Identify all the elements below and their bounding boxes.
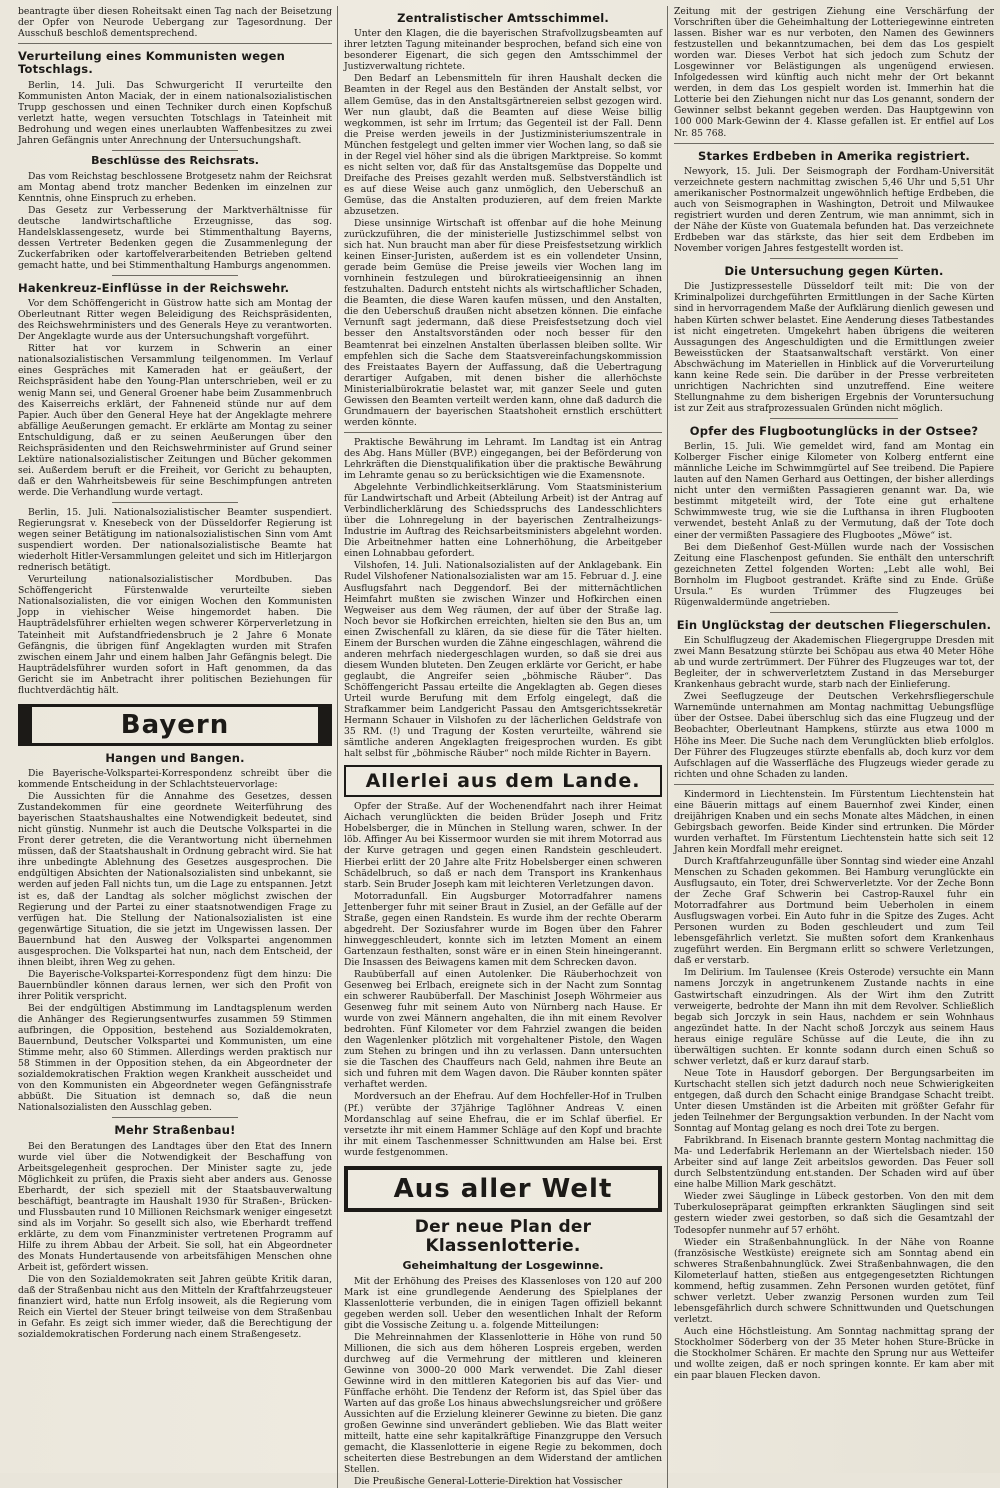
article-paragraph: Berlin, 15. Juli. Nationalsozialistischer Beamter suspendiert. Regierungsrat v. Knesebeck von der Düsseldorfer Regierung ist wegen seiner Betätigung im nationalsozialistischen Sinn vom Amt suspendiert worden. Der nationalsozialistische Beamte hat wiederholt Hitler-Versammlungen geleitet und sich im Hitlerjargon rednerisch betätigt. bbox=[18, 506, 332, 574]
article-paragraph: Die von den Sozialdemokraten seit Jahren geübte Kritik daran, daß der Straßenbau nicht aus den Mitteln der Kraftfahrzeugsteuer finanziert wird, hatte nun Erfolg insoweit, als die Regierung vom Reich ein Viertel der Steuer bringt teilweise von dem Straßenbau in Gefahr. Es zeigt sich immer wieder, daß die Berechtigung der sozialdemokratischen Forderung nach einem Straßengesetz. bbox=[18, 1274, 332, 1341]
divider bbox=[674, 784, 994, 785]
article-paragraph: Fabrikbrand. In Eisenach brannte gestern Montag nachmittag die Ma- und Lederfabrik Herlemann an der Wiertelsbach nieder. 150 Arbeiter sind auf lange Zeit arbeitslos geworden. Das Feuer soll durch Selbstentzündung ent.standen. Der Schaden wird auf über eine halbe Million Mark geschätzt. bbox=[674, 1135, 994, 1191]
article-paragraph: Vor dem Schöffengericht in Güstrow hatte sich am Montag der Oberleutnant Ritter wegen Beleidigung des Reichspräsidenten, des Reichswehrministers und des Generals Heye zu verantworten. Der Angeklagte wurde aus der Untersuchungshaft vorgeführt. bbox=[18, 298, 332, 343]
divider bbox=[112, 275, 238, 276]
article-paragraph: Verurteilung nationalsozialistischer Mordbuben. Das Schöffengericht Fürstenwalde verurteilte sieben Nationalsozialisten, die vor einigen Wochen den Kommunisten Jopp in viehischer Weise hingemordet haben. Die Haupträdelsführer erhielten wegen schwerer Körperverletzung in Tateinheit mit Aufstandfriedensbruch je 2 Jahre 6 Monate Gefängnis, die übrigen fünf Angeklagten wurden mit Strafen zwischen einem Jahr und einem halben Jahr Gefängnis belegt. Die Haupträdelsführer wurden sofort in Haft genommen, da das Gericht sie im Anbetracht ihrer politischen Beziehungen für fluchtverdächtig hält. bbox=[18, 574, 332, 696]
article-paragraph: Ritter hat vor kurzem in Schwerin an einer nationalsozialistischen Versammlung teilgenommen. Im Verlauf eines Gespräches mit Kameraden hat er geäußert, der Reichspräsident habe den Young-Plan unterschrieben, weil er zu wenig Mann sei, und General Groener habe beim Zusammenbruch des Kaiserreichs erklärt, der Fahneneid stünde nur auf dem Papier. Auch über den General Heye hat der Angeklagte mehrere abfällige Aeußerungen gemacht. Er erklärte am Montag zu seiner Entschuldigung, daß er zu seinen Aeußerungen über den Reichspräsidenten und den Reichswehrminister auf Grund seiner Lektüre nationalsozialistischer Zeitungen und Bücher gekommen sei. Außerdem beruft er die Freiheit, vor Gericht zu behaupten, daß er den Wahrheitsbeweis für seine Beschimpfungen antreten werde. Die Verhandlung wurde vertagt. bbox=[18, 343, 332, 498]
article-paragraph: Berlin, 15. Juli. Wie gemeldet wird, fand am Montag ein Kolberger Fischer einige Kilometer von Kolberg entfernt eine männliche Leiche im Schwimmgürtel auf See treibend. Die Papiere lauten auf den Namen Gerhard aus Oettingen, der bisher allerdings nicht unter den vermißten Passagieren genannt war. Da, wie bestimmt mitgeteilt wird, der Tote eine gut erhaltene Schwimmweste trug, wie sie die Lufthansa in ihren Flugbooten verwendet, besteht Anlaß zu der Vermutung, daß der Tote doch einer der vermißten Passagiere des Flugbootes „Möwe“ ist. bbox=[674, 441, 994, 541]
article-paragraph: Die Bayerische-Volkspartei-Korrespondenz fügt dem hinzu: Die Bauernbündler können daraus lernen, wer sich den Profit von ihrer Politik verspricht. bbox=[18, 968, 332, 1002]
article-paragraph: Unter den Klagen, die die bayerischen Strafvollzugsbeamten auf ihrer letzten Tagung miteinander besprochen, befand sich eine von besonderer Eigenart, die sich gegen den Amtsschimmel der Justizverwaltung richtete. bbox=[344, 28, 662, 73]
article-paragraph: Opfer der Straße. Auf der Wochenendfahrt nach ihrer Heimat Aichach verunglückten die beiden Brüder Joseph und Fritz Hobelsberger, die in München in Stellung waren, schwer. In der löb. Affinger Au bei Kissermoor wurden sie mit ihrem Motorrad aus der Kurve getragen und gegen einen Randstein geschleudert. Hierbei erlitt der 20 Jahre alte Fritz Hobelsberger einen schweren Schädelbruch, so daß er nach dem Transport ins Krankenhaus starb. Sein Bruder Joseph kam mit leichteren Verletzungen davon. bbox=[344, 801, 662, 890]
article-paragraph: Auch eine Höchstleistung. Am Sonntag nachmittag sprang der Stockholmer Söderberg von der 35 Meter hohen Sture-Brücke in die Stockholmer Schären. Er machte den Sprung nur aus Wetteifer und wollte zeigen, daß er noch springen konnte. Er kam aber mit ein paar blauen Flecken davon. bbox=[674, 1325, 994, 1382]
headline-klassenlotterie: Der neue Plan der Klassenlotterie. bbox=[414, 1216, 592, 1257]
article-paragraph: Bei den Beratungen des Landtages über den Etat des Innern wurde viel über die Notwendigkeit der Beschaffung von Arbeitsgelegenheit gesprochen. Der Minister sagte zu, jede Möglichkeit zu prüfen, die Praxis sieht aber anders aus. Genosse Eberhardt, der sich speziell mit der Staatsbauverwaltung beschäftigt, beantragte im Haushalt 1930 für Straßen-, Brücken- und Flussbauten rund 10 Millionen Reichsmark weniger eingesetzt sind als im Vorjahr. So gesellt sich also, wie Eberhardt treffend erklärte, zu dem vom Finanzminister vertretenen Programm auf Hilfe zu ihrem Abbau der Arbeit. Sie soll, hat ein Abgeordneter des Monats Hundertausende von arbeitsfähigen Menschen ohne Arbeit ist, gefördert wissen. bbox=[18, 1140, 332, 1274]
headline-amtsschimmel: Zentralistischer Amtsschimmel. bbox=[397, 11, 609, 25]
article-paragraph: Diese unsinnige Wirtschaft ist offenbar auf die hohe Meinung zurückzuführen, die der ministerielle Justizschimmel selbst von sich hat. Nun braucht man aber für diese Preisfestsetzung wirklich keinen Einser-Juristen, außerdem ist es ein vollendeter Unsinn, gerade beim Gemüse die Preise jeweils vier Wochen lang im vornhinein festzulegen und bürokratieeigensinnig an ihnen festzuhalten. Dadurch entsteht nichts als wirtschaftlicher Schaden, die Beamten, die diese Waren kaufen müssen, und den Anstalten, die den Ueberschuß draußen nicht absetzen können. Die einfache Vernunft sagt jedermann, daß diese Preisfestsetzung doch viel besser den Anstaltsvorständen oder noch besser für den Beamtenrat bei einzelnen Anstalten überlassen bleiben sollte. Wir empfehlen sich die Sache dem Staatsvereinfachungskommission des Freistaates Bayern der Auffassung, daß die Uebertragung derartiger Aufgaben, mit denen bisher die allerhöchste Ministerialbürokratie belastet war, mit ganzer Seele und guten Gewissen den Beamten verteilt werden kann, ohne daß dadurch die Grundmauern der bayerischen Staatshoheit ernstlich erschüttert werden könnte. bbox=[344, 218, 662, 428]
headline-hangen: Hangen und Bangen. bbox=[105, 750, 245, 765]
divider bbox=[18, 43, 332, 44]
headline-hakenkreuz: Hakenkreuz-Einflüsse in der Reichswehr. bbox=[18, 280, 290, 295]
divider bbox=[112, 502, 238, 503]
headline-erdbeben: Starkes Erdbeben in Amerika registriert. bbox=[698, 148, 970, 163]
article-paragraph: Wieder ein Straßenbahnunglück. In der Nähe von Roanne (französische Westküste) ereignete sich am Sonntag abend ein schweres Straßenbahnunglück. Zwei Straßenbahnwagen, die den Kilometerlauf hatten, stießen aus entgegengesetzten Richtungen kommend, heftig zusammen. Zehn Personen wurden getötet, fünf schwer verletzt. Ueber zwanzig Personen wurden zum Teil lebensgefährlich durch schwere Schnittwunden und Quetschungen verletzt. bbox=[674, 1236, 994, 1325]
article-paragraph: Den Bedarf an Lebensmitteln für ihren Haushalt decken die Beamten in der Regel aus den Beständen der Anstalt selbst, vor allem Gemüse, das in den Anstaltsgärtnereien selbst gezogen wird. Wer nun glaubt, daß die Beamten auf diese Weise billig wegkommen, ist sehr im Irrtum; das Gegenteil ist der Fall. Denn die Preise werden jeweils in der Justizministeriumszentrale in München festgelegt und gelten immer vier Wochen lang, so daß sie in der Regel viel höher sind als die übrigen Marktpreise. So kommt es nicht selten vor, daß für das Anstaltsgemüse das Doppelte und Dreifache des Preises gezahlt werden muß. Selbstverständlich ist es auf diese Weise auch ganz unmöglich, den Ueberschuß an Gemüse, das die Anstalten produzieren, auf dem freien Markte abzusetzen. bbox=[344, 73, 662, 217]
article-paragraph: Im Delirium. Im Taulensee (Kreis Osterode) versuchte ein Mann namens Jorczyk in angetrunkenem Zustande nachts in eine Gastwirtschaft einzudringen. Als der Wirt ihm den Zutritt verweigerte, bedrohte der Mann ihn mit dem Revolver. Schließlich begab sich Jorczyk in sein Haus, nachdem er sein Wohnhaus angezündet hatte. In der Nacht schoß Jorczyk aus seinem Haus heraus einige reguläre Schüsse auf die Leute, die ihn zu überwältigen suchten. Er konnte sodann durch einen Schuß so schwer verletzt, daß er kurz darauf starb. bbox=[674, 967, 994, 1067]
subheadline-losgewinne: Geheimhaltung der Losgewinne. bbox=[402, 1258, 604, 1272]
article-paragraph: Vilshofen, 14. Juli. Nationalsozialisten auf der Anklagebank. Ein Rudel Vilshofener Nationalsozialisten war am 15. Februar d. J. eine Ausflugsfahrt nach Deggendorf. Bei der mitternächtlichen Heimfahrt mußten sie zwischen Winzer und Hofkirchen einen Wegweiser aus dem Weg räumen, der auf über der Straße lag. Noch bevor sie Hofkirchen erreichten, hielten sie den Bus an, um einen Zwischenfall zu klären, da sie diese für die Täter hielten. Einem der Burschen wurden die Zähne eingeschlagen, während die anderen mehrfach niedergeschlagen wurden, so daß sie drei aus diesem Wunden bluteten. Den Zeugen erklärte vor Gericht, er habe geglaubt, die Angreifer seien „böhmische Räuber“. Das Schöffengericht Passau erteilte die Angeklagten ab. Gegen dieses Urteil wurde Berufung mit dem Erfolg eingelegt, daß die Strafkammer beim Landgericht Passau den Amtsgerichtssekretär Hermann Schauer in Vilshofen zu der lächerlichen Geldstrafe von 35 RM. (!) und Tragung der Kosten verurteilte, während sie sämtliche anderen Angeklagten freigesprochen wurden. Es gibt halt selbst für „böhmische Räuber“ noch milde Richter in Bayern. bbox=[344, 560, 662, 760]
article-paragraph: Newyork, 15. Juli. Der Seismograph der Fordham-Universität verzeichnete gestern nachmittag zwischen 5,46 Uhr und 5,51 Uhr amerikanischer Postnormalzeit ungewöhnlich heftige Erdbeben, die auch von Seismographen in Washington, Detroit und Milwaukee registriert wurden und deren Zentrum, wie man annimmt, sich in der Nähe der Küste von Guatemala befunden hat. Das verzeichnete Erdbeben war das stärkste, das hier seit dem Erdbeben im November vorigen Jahres festgestellt worden ist. bbox=[674, 165, 994, 255]
article-paragraph: Abgelehnte Verbindlichkeitserklärung. Vom Staatsministerium für Landwirtschaft und Arbeit (Abteilung Arbeit) ist der Antrag auf Verbindlicherklärung des Schiedsspruchs des Landesschlichters über die Lohnregelung in der bayerischen Zentralheizungs-Industrie im Auftrag des Reichsarbeitsministers abgelehnt worden. Die Arbeitnehmer hatten eine Lohnerhöhung, die Arbeitgeber einen Lohnabbau gefordert. bbox=[344, 482, 662, 560]
divider bbox=[770, 258, 898, 259]
divider bbox=[770, 612, 898, 613]
article-paragraph: Bei dem Dießenhof Gest-Müllen wurde nach der Vossischen Zeitung eine Flaschenpost gefunden. Sie enthält den unterschrift gezeichneten Zettel folgenden Worten: „Lebt alle wohl, Bei Bornholm im Flugboot gestrandet. Kräfte sind zu Ende. Grüße Ursula.“ Es wurden Trümmer des Flugzeuges bei Rügenwaldermünde angetrieben. bbox=[674, 541, 994, 608]
section-rubric-allerlei: Allerlei aus dem Lande. bbox=[344, 765, 662, 797]
article-paragraph: Motorradunfall. Ein Augsburger Motorradfahrer namens Jettenberger fuhr mit seiner Braut in Zusiel, an der Gefälle auf der Straße, gegen einen Randstein. Es wurde ihm der rechte Oberarm abgedreht. Der Soziusfahrer wurde im Bogen über den Fahrer hinweggeschleudert, konnte sich im letzten Moment an einem Gartenzaun festhalten, sonst wäre er in einen Stein hineingerannt. Die Insassen des Beiwagens kamen mit dem Schrecken davon. bbox=[344, 890, 662, 968]
article-paragraph: Das Gesetz zur Verbesserung der Marktverhältnisse für deutsche landwirtschaftliche Erzeugnisse, das sog. Handelsklassengesetz, wurde bei Stimmenthaltung Bayerns, dessen Vertreter Bedenken gegen die Zusammenlegung der Zuckerfabriken oder kartoffelverarbeitenden Betrieben geltend gemacht hatte, und bei Stimmenthaltung Hamburgs angenommen. bbox=[18, 204, 332, 271]
headline-fliegerschulen: Ein Unglückstag der deutschen Fliegerschulen. bbox=[676, 617, 992, 632]
article-paragraph: Die Mehreinnahmen der Klassenlotterie in Höhe von rund 50 Millionen, die sich aus dem höheren Lospreis ergeben, werden durchweg auf die Vermehrung der mittleren und kleineren Gewinne von 3000–20 000 Mark verwendet. Die Zahl dieser Gewinne wird in den mittleren Kategorien bis auf das Vier- und Fünffache erhöht. Die Tendenz der Reform ist, das Spiel über das Warten auf das große Los hinaus abwechslungsreicher und größere Aussichten auf die Erzielung kleinerer Gewinne zu bieten. Die ganz großen Gewinne sind unverändert geblieben. Wie das Blatt weiter mitteilt, hatte eine sehr kapitalkräftige Finanzgruppe den Versuch gemacht, die Klassenlotterie in eigene Regie zu bekommen, doch scheiterten diese Bestrebungen an dem Widerstand der amtlichen Stellen. bbox=[344, 1331, 662, 1476]
column-rule bbox=[337, 6, 338, 1488]
column-1 bbox=[18, 6, 332, 1488]
article-paragraph: Die Preußische General-Lotterie-Direktion hat Vossischer bbox=[354, 1476, 623, 1488]
headline-kuerten: Die Untersuchung gegen Kürten. bbox=[724, 264, 944, 279]
divider bbox=[770, 418, 898, 419]
column-rule bbox=[667, 6, 668, 1488]
headline-strassenbau: Mehr Straßenbau! bbox=[114, 1123, 236, 1138]
headline-flugboot: Opfer des Flugbootunglücks in der Ostsee? bbox=[689, 423, 979, 438]
article-paragraph: Die Bayerische-Volkspartei-Korrespondenz schreibt über die kommende Entscheidung in der Schlachtsteuervorlage: bbox=[18, 768, 332, 791]
article-paragraph: Mordversuch an der Ehefrau. Auf dem Hochfeller-Hof in Trulben (Pf.) verübte der 37jährige Taglöhner Andreas V. einen Mordanschlag auf seine Ehefrau, die er im Schlaf überfiel. Er versetzte ihr mit einem Hammer Schläge auf den Kopf und brachte ihr mit einem Taschenmesser Schnittwunden am Halse bei. Erst wurde festgenommen. bbox=[344, 1091, 662, 1158]
article-paragraph: Die Justizpressestelle Düsseldorf teilt mit: Die von der Kriminalpolizei durchgeführten Ermittlungen in der Sache Kürten sind in hervorragendem Maße der Aufklärung dienlich gewesen und haben Kürten schwer belastet. Eine Aenderung dieses Tatbestandes ist nicht eingetreten. Umgekehrt haben übrigens die weiteren Aussagungen des Angeschuldigten und die Ermittlungen zweier Beweisstücken der Staatsanwaltschaft verstärkt. Von einer Abschwächung im Materiellen in Hinblick auf die Vorverurteilung kann keine Rede sein. Die darüber in der Presse verbreiteten unrichtigen Nachrichten sind unzutreffend. Eine weitere Stellungnahme zu dem bisherigen Ergebnis der Voruntersuchung ist zur Zeit aus strafprozessualen Gründen nicht möglich. bbox=[674, 281, 994, 414]
article-paragraph: Mit der Erhöhung des Preises des Klassenloses von 120 auf 200 Mark ist eine grundlegende Aenderung des Spielplanes der Klassenlotterie verbunden, die in einigen Tagen offiziell bekannt gegeben werden soll. Ueber den wesentlichen Inhalt der Reform gibt die Vossische Zeitung u. a. folgende Mitteilungen: bbox=[344, 1275, 662, 1331]
intro-paragraph: beantragte über diesen Roheitsakt einen Tag nach der Beisetzung der Opfer von Neurode Uebergang zur Tagesordnung. Der Ausschuß beschloß dementsprechend. bbox=[18, 6, 332, 40]
article-paragraph: Neue Tote in Hausdorf geborgen. Der Bergungsarbeiten im Kurtschacht stellen sich jetzt dadurch noch neue Schwierigkeiten entgegen, daß durch den Schacht einige Brandgase Schacht treibt. Unter diesen Umständen ist die Arbeiten mit größter Gefahr für jeden Teilnehmer der Bergungsaktion verbunden. In der Nacht vom Sonntag auf Montag gelang es noch drei Tote zu bergen. bbox=[674, 1067, 994, 1135]
article-paragraph: Zeitung mit der gestrigen Ziehung eine Verschärfung der Vorschriften über die Geheimhaltung der Lotteriegewinne eintreten lassen. Bisher war es nur verboten, den Namen des Gewinners festzustellen und bekanntzumachen, bei dem das Los gespielt worden war. Dieses Verbot hat sich jedoch zum Schutz der Losgewinner vor Belästigungen als ungenügend erwiesen. Infolgedessen wird künftig auch nicht mehr der Ort bekannt werden, in dem das Los gespielt worden ist. Immerhin hat die Lotterie bei den Ziehungen nicht nur das Los genannt, sondern der Gewinner selbst bekannt gegeben werden. Das Hauptgewinn von 100 000 Mark-Gewinn der 4. Klasse gefallen ist. Er entfiel auf Los Nr. 85 768. bbox=[674, 6, 994, 139]
headline-verurteilung: Verurteilung eines Kommunisten wegen Totschlags. bbox=[18, 49, 286, 77]
article-paragraph: Wieder zwei Säuglinge in Lübeck gestorben. Von den mit dem Tuberkulosepräparat geimpften erkrankten Säuglingen sind seit gestern wieder zwei gestorben, so daß sich die Gesamtzahl der Todesopfer nunmehr auf 57 erhöht. bbox=[674, 1191, 994, 1236]
divider bbox=[112, 1117, 238, 1118]
article-paragraph: Praktische Bewährung im Lehramt. Im Landtag ist ein Antrag des Abg. Hans Müller (BVP.) eingegangen, bei der Beförderung von Lehrkräften die Dienstqualifikation über die praktische Bewährung im Lehramte genau so zu berücksichtigen wie die Examensnote. bbox=[344, 436, 662, 482]
article-paragraph: Raubüberfall auf einen Autolenker. Die Räuberhochzeit von Gesenweg bei Erlbach, ereignete sich in der Nacht zum Sonntag ein schwerer Raubüberfall. Der Maschinist Joseph Wöhrmeier aus Gesenweg fuhr mit seinem Auto von Nürnberg nach Hause. Er wurde von zwei Männern angehalten, die ihn mit einem Revolver bedrohten. Fünf Kilometer vor dem Fahrziel zwangen die beiden den Wagenlenker plötzlich mit vorgehaltener Pistole, den Wagen zum Stehen zu bringen und ihn zu verlassen. Dann untersuchten sie die Taschen des Chauffeurs nach Geld, nahmen ihre Beute an sich und fuhren mit dem Wagen davon. Die Räuber konnten später verhaftet werden. bbox=[344, 968, 662, 1091]
article-paragraph: Das vom Reichstag beschlossene Brotgesetz nahm der Reichsrat am Montag abend trotz mancher Bedenken im einzelnen zur Kenntnis, ohne Einspruch zu erheben. bbox=[18, 170, 332, 204]
column-2 bbox=[344, 6, 662, 1488]
section-rubric-aus-aller-welt: Aus aller Welt bbox=[344, 1166, 662, 1212]
headline-reichsrat: Beschlüsse des Reichsrats. bbox=[91, 153, 259, 167]
article-paragraph: Zwei Seeflugzeuge der Deutschen Verkehrsfliegerschule Warnemünde unternahmen am Montag nachmittag Uebungsflüge über der Ostsee. Dabei überschlug sich das eine Flugzeug und der Beobachter, Oberleutnant Hampkens, stürzte aus etwa 1000 m Höhe ins Meer. Die Suche nach dem Verunglückten blieb erfolglos. Der Führer des Flugzeuges stürzte ebenfalls ab, doch kurz vor dem Aufschlagen auf die Wasserfläche des Flugzeugs wieder gerade zu richten und ohne Schaden zu landen. bbox=[674, 691, 994, 780]
article-paragraph: Ein Schulflugzeug der Akademischen Fliegergruppe Dresden mit zwei Mann Besatzung stürzte bei Schöpau aus etwa 40 Meter Höhe ab und wurde zertrümmert. Der Führer des Flugzeuges war tot, der Begleiter, der in schwerverletztem Zustand in das Merseburger Krankenhaus gebracht wurde, starb nach der Einlieferung. bbox=[674, 635, 994, 691]
article-paragraph: Bei der endgültigen Abstimmung im Landtagsplenum werden die Anhänger des Regierungsentwurfes zusammen 59 Stimmen aufbringen, die Opposition, bestehend aus Sozialdemokraten, Bauernbund, Deutscher Volkspartei und Kommunisten, um eine Stimme mehr, also 60 Stimmen. Allerdings werden praktisch nur 58 Stimmen in der Opposition stehen, da ein Abgeordneter der sozialdemokratischen Fraktion wegen Krankheit ausscheidet und von den Kommunisten ein Abgeordneter wegen Gefängnisstrafe abbüßt. Die Situation ist demnach so, daß die neun Nationalsozialisten den Ausschlag geben. bbox=[18, 1002, 332, 1114]
section-rubric-bayern: Bayern bbox=[18, 704, 332, 746]
article-paragraph: Durch Kraftfahrzeugunfälle über Sonntag sind wieder eine Anzahl Menschen zu Schaden gekommen. Bei Hamburg verunglückte ein Ausflugsauto, ein Toter, drei Schwerverletzte. Vor der Zeche Bonn der Zeche Graf Schwerin bei Castrop-Rauxel fuhr ein Motorradfahrer aus Dortmund beim Ueberholen in einem Ausflugswagen vorbei. Ein Auto fuhr in die Spitze des Zuges. Acht Personen wurden zu Boden geschleudert und zum Teil lebensgefährlich verletzt. Sie mußten sofort dem Krankenhaus zugeführt werden. Ein Bergmann erlitt so schwere Verletzungen, daß er verstarb. bbox=[674, 855, 994, 967]
article-paragraph: Die Aussichten für die Annahme des Gesetzes, dessen Zustandekommen für eine geordnete Weiterführung des bayerischen Staatshaushaltes eine Notwendigkeit bedeutet, sind nicht günstig. Nunmehr ist auch die Deutsche Volkspartei in die Front derer getreten, die die Verantwortung nicht übernehmen müssen, daß der Staatshaushalt in Ordnung gebracht wird. Sie hat ihre unbedingte Ablehnung des Gesetzes ausgesprochen. Die endgültigen Absichten der Nationalsozialisten sind unbekannt, sie werden auf jeden Fall nichts tun, um die Lage zu entspannen. Jetzt ist es, daß der Landtag als solcher möglichst zwischen der Regierung und der Partei zu einer staatsnotwendigen Frage zu verfügen hat. Die Stellung der Nationalsozialisten ist eine gegenwärtige Situation, die sie jetzt im Ungewissen lassen. Der Bauernbund hat den Ausweg der Volkspartei angenommen ausgesprochen. Die Volkspartei hat nun, nach dem Entscheid, der ihnen bleibt, ihren Weg zu gehen. bbox=[18, 791, 332, 968]
divider bbox=[112, 150, 238, 151]
column-3 bbox=[674, 6, 994, 1488]
article-paragraph: Kindermord in Liechtenstein. Im Fürstentum Liechtenstein hat eine Bäuerin mittags auf einem Bauernhof zwei Kinder, einen dreijährigen Knaben und ein sechs Monate altes Mädchen, in einen Gebirgsbach geworfen. Beide Kinder sind ertrunken. Die Mörder wurden verhaftet. Im Fürstentum Liechtenstein hatte sich seit 12 Jahren kein Mordfall mehr ereignet. bbox=[674, 788, 994, 855]
article-paragraph: Berlin, 14. Juli. Das Schwurgericht II verurteilte den Kommunisten Anton Maciak, der in einem nationalsozialistischen Trupp geschossen und einen Techniker durch einen Kopfschuß verletzt hatte, wegen versuchten Totschlags in Tateinheit mit Bedrohung und wegen eines unerlaubten Waffenbesitzes zu zwei Jahren Gefängnis unter Anrechnung der Untersuchungshaft. bbox=[18, 79, 332, 146]
divider bbox=[674, 143, 994, 144]
divider bbox=[344, 432, 662, 433]
